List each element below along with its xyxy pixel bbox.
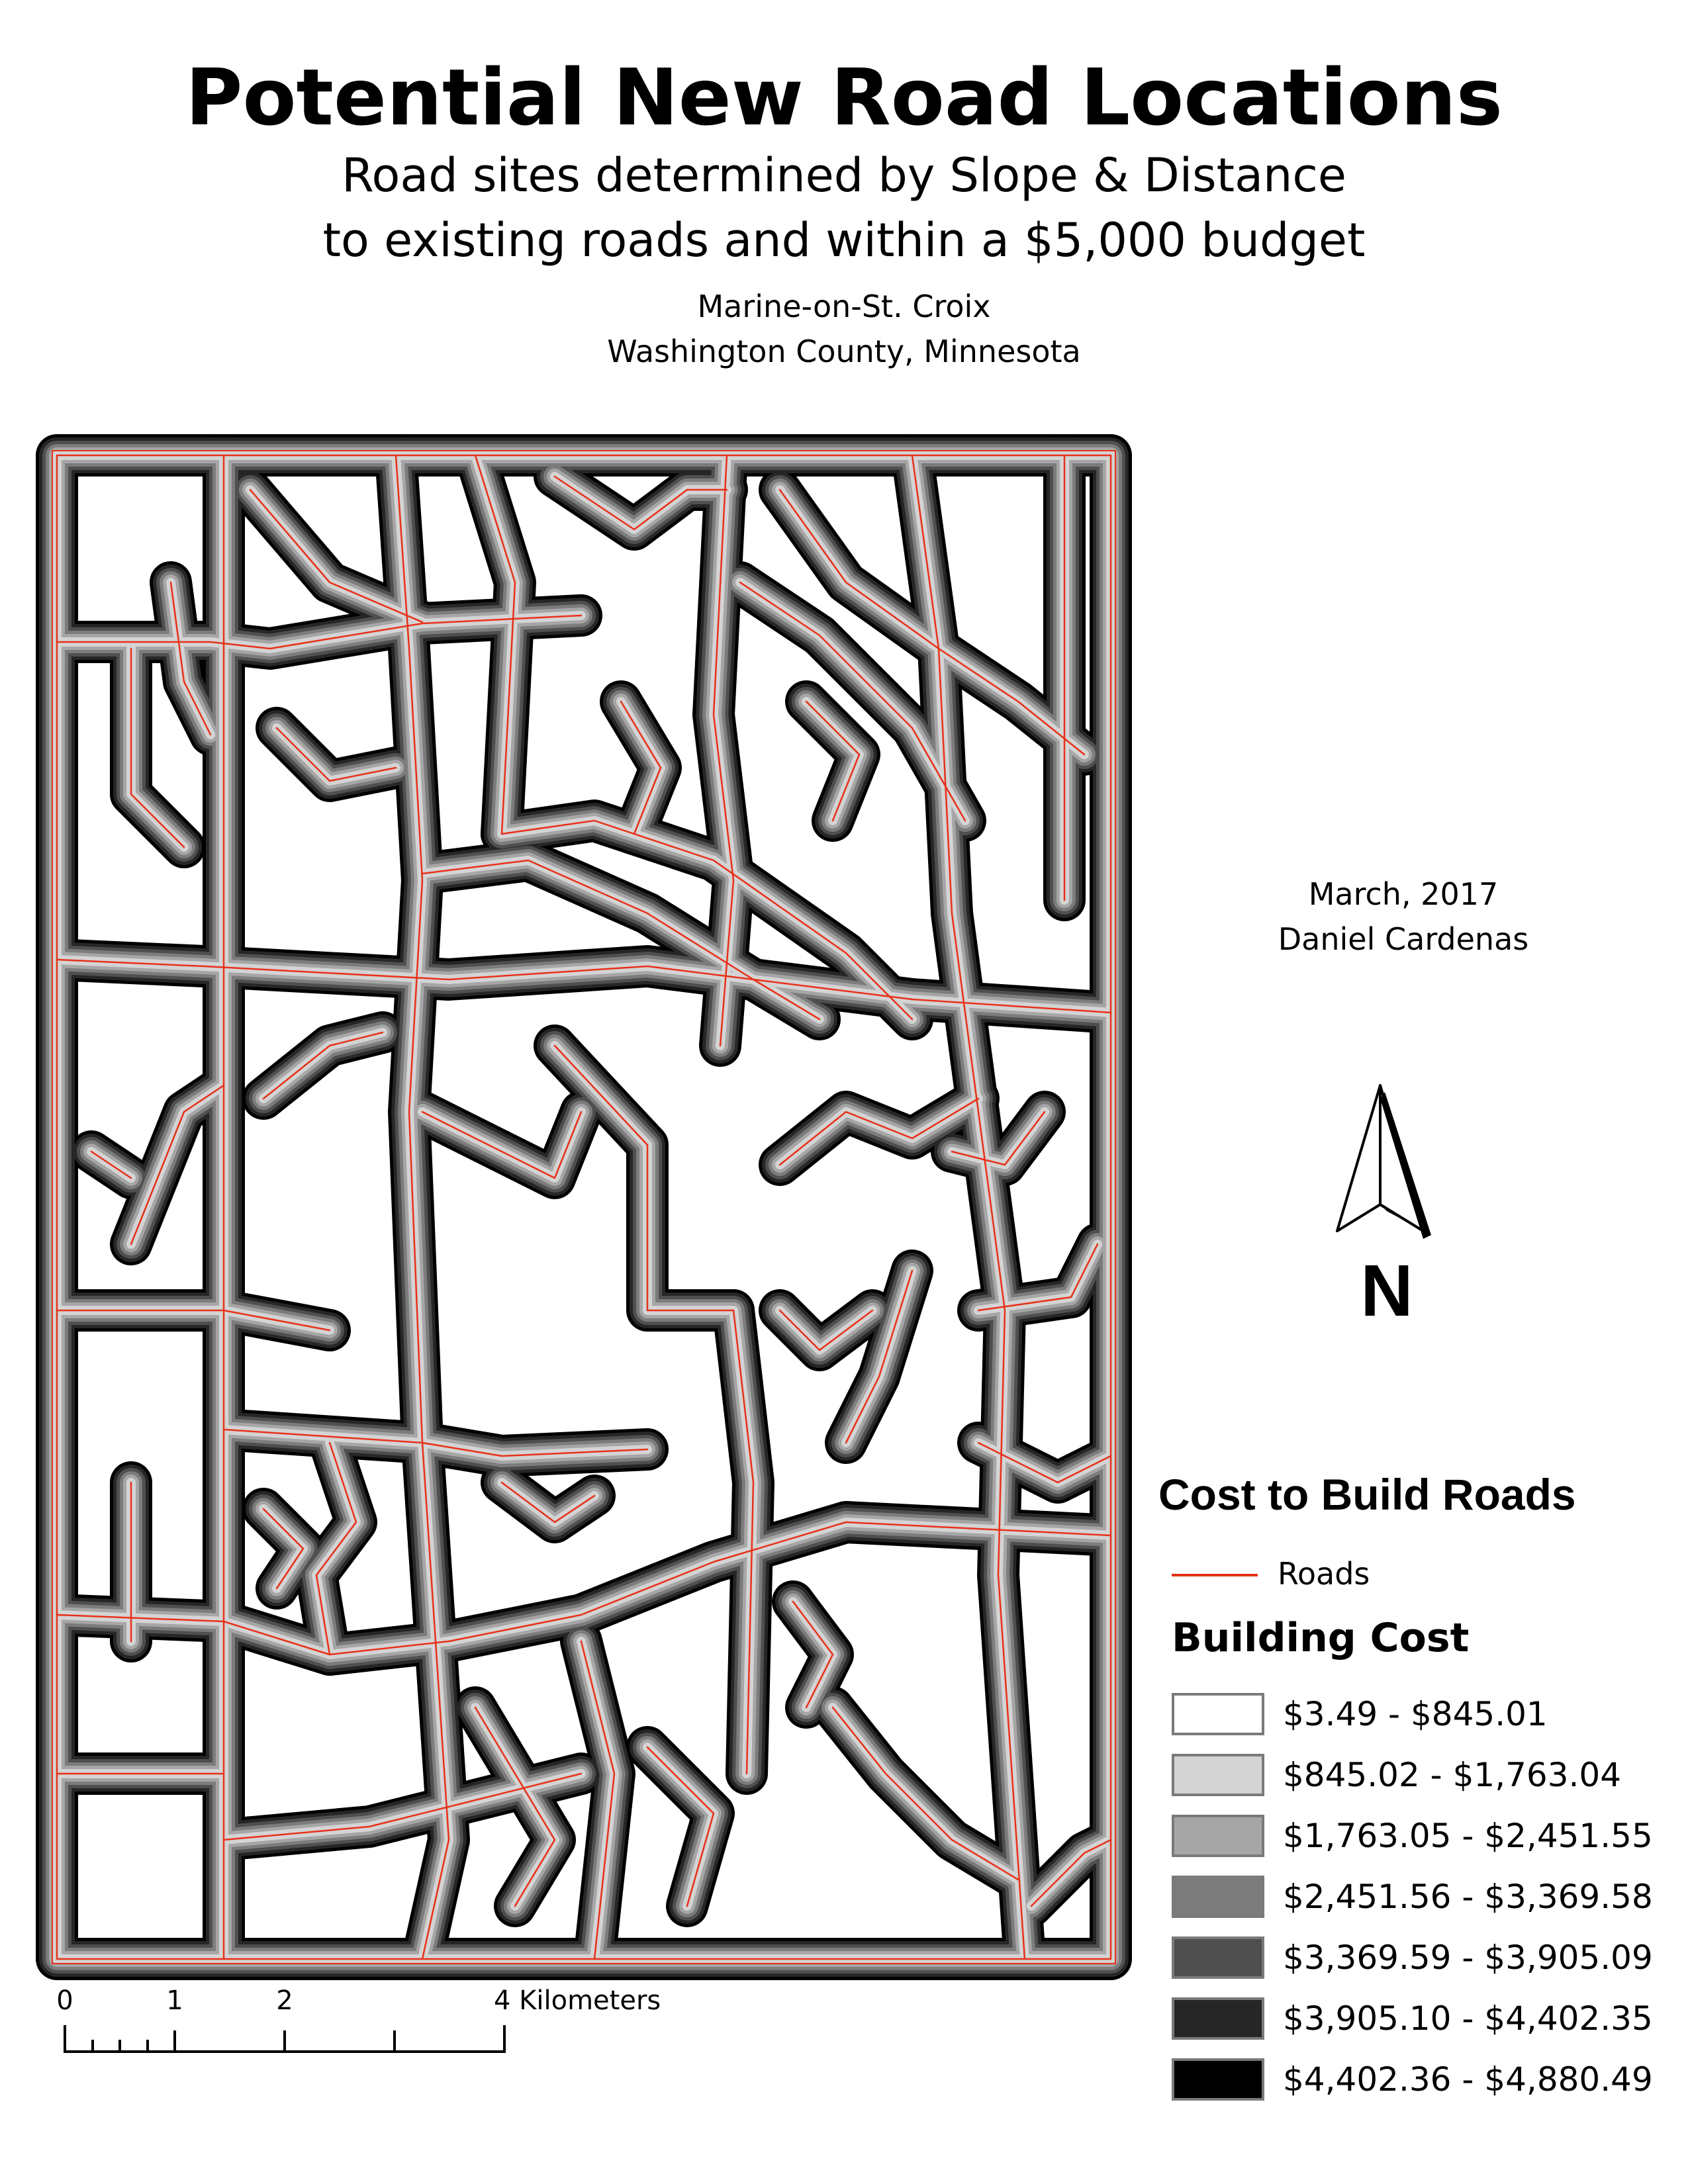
scale-tick-label: 0 bbox=[56, 1985, 73, 2016]
building-cost-legend bbox=[1172, 1686, 1653, 2113]
legend-swatch bbox=[1172, 2058, 1264, 2101]
map-title: Potential New Road Locations bbox=[185, 52, 1503, 143]
legend-label: $3.49 - $845.01 bbox=[1283, 1695, 1548, 1733]
map-subtitle-line1: Road sites determined by Slope & Distance bbox=[342, 148, 1346, 203]
legend-label: $3,905.10 - $4,402.35 bbox=[1283, 1999, 1653, 2038]
map-date: March, 2017 bbox=[1308, 876, 1499, 912]
location-county: Washington County, Minnesota bbox=[607, 334, 1081, 369]
legend-label: $1,763.05 - $2,451.55 bbox=[1283, 1817, 1653, 1855]
legend-swatch bbox=[1172, 1815, 1264, 1857]
scale-tick-label: 2 bbox=[276, 1985, 293, 2016]
legend-swatch bbox=[1172, 1693, 1264, 1735]
north-arrow-icon bbox=[1324, 1072, 1463, 1337]
building-cost-title: Building Cost bbox=[1172, 1615, 1470, 1661]
roads-line-symbol bbox=[1172, 1574, 1258, 1576]
map-author: Daniel Cardenas bbox=[1278, 921, 1529, 957]
cost-raster-map bbox=[52, 450, 1116, 1964]
legend-swatch bbox=[1172, 1936, 1264, 1979]
legend-label: $845.02 - $1,763.04 bbox=[1283, 1756, 1622, 1794]
legend-item bbox=[1172, 1991, 1653, 2052]
legend-label: $4,402.36 - $4,880.49 bbox=[1283, 2060, 1653, 2099]
legend-roads-entry bbox=[1172, 1554, 1503, 1594]
legend-item bbox=[1172, 1930, 1653, 1991]
scale-bar bbox=[46, 1979, 661, 2071]
legend-swatch bbox=[1172, 1997, 1264, 2040]
legend-item bbox=[1172, 1686, 1648, 1747]
scale-tick-label: 4 Kilometers bbox=[494, 1985, 661, 2016]
scale-tick-label: 1 bbox=[166, 1985, 183, 2016]
legend-item bbox=[1172, 1747, 1648, 1808]
legend-item bbox=[1172, 1808, 1653, 1869]
legend-label: $3,369.59 - $3,905.09 bbox=[1283, 1938, 1653, 1977]
legend-swatch bbox=[1172, 1876, 1264, 1918]
legend-title: Cost to Build Roads bbox=[1158, 1470, 1576, 1519]
location-city: Marine-on-St. Croix bbox=[697, 289, 991, 324]
legend-item bbox=[1172, 2052, 1653, 2113]
legend-label: $2,451.56 - $3,369.58 bbox=[1283, 1878, 1653, 1916]
legend-swatch bbox=[1172, 1754, 1264, 1796]
north-label: N bbox=[1360, 1250, 1413, 1332]
legend-item bbox=[1172, 1869, 1653, 1930]
legend-roads-label: Roads bbox=[1278, 1556, 1370, 1592]
map-subtitle-line2: to existing roads and within a $5,000 budget bbox=[322, 213, 1366, 267]
